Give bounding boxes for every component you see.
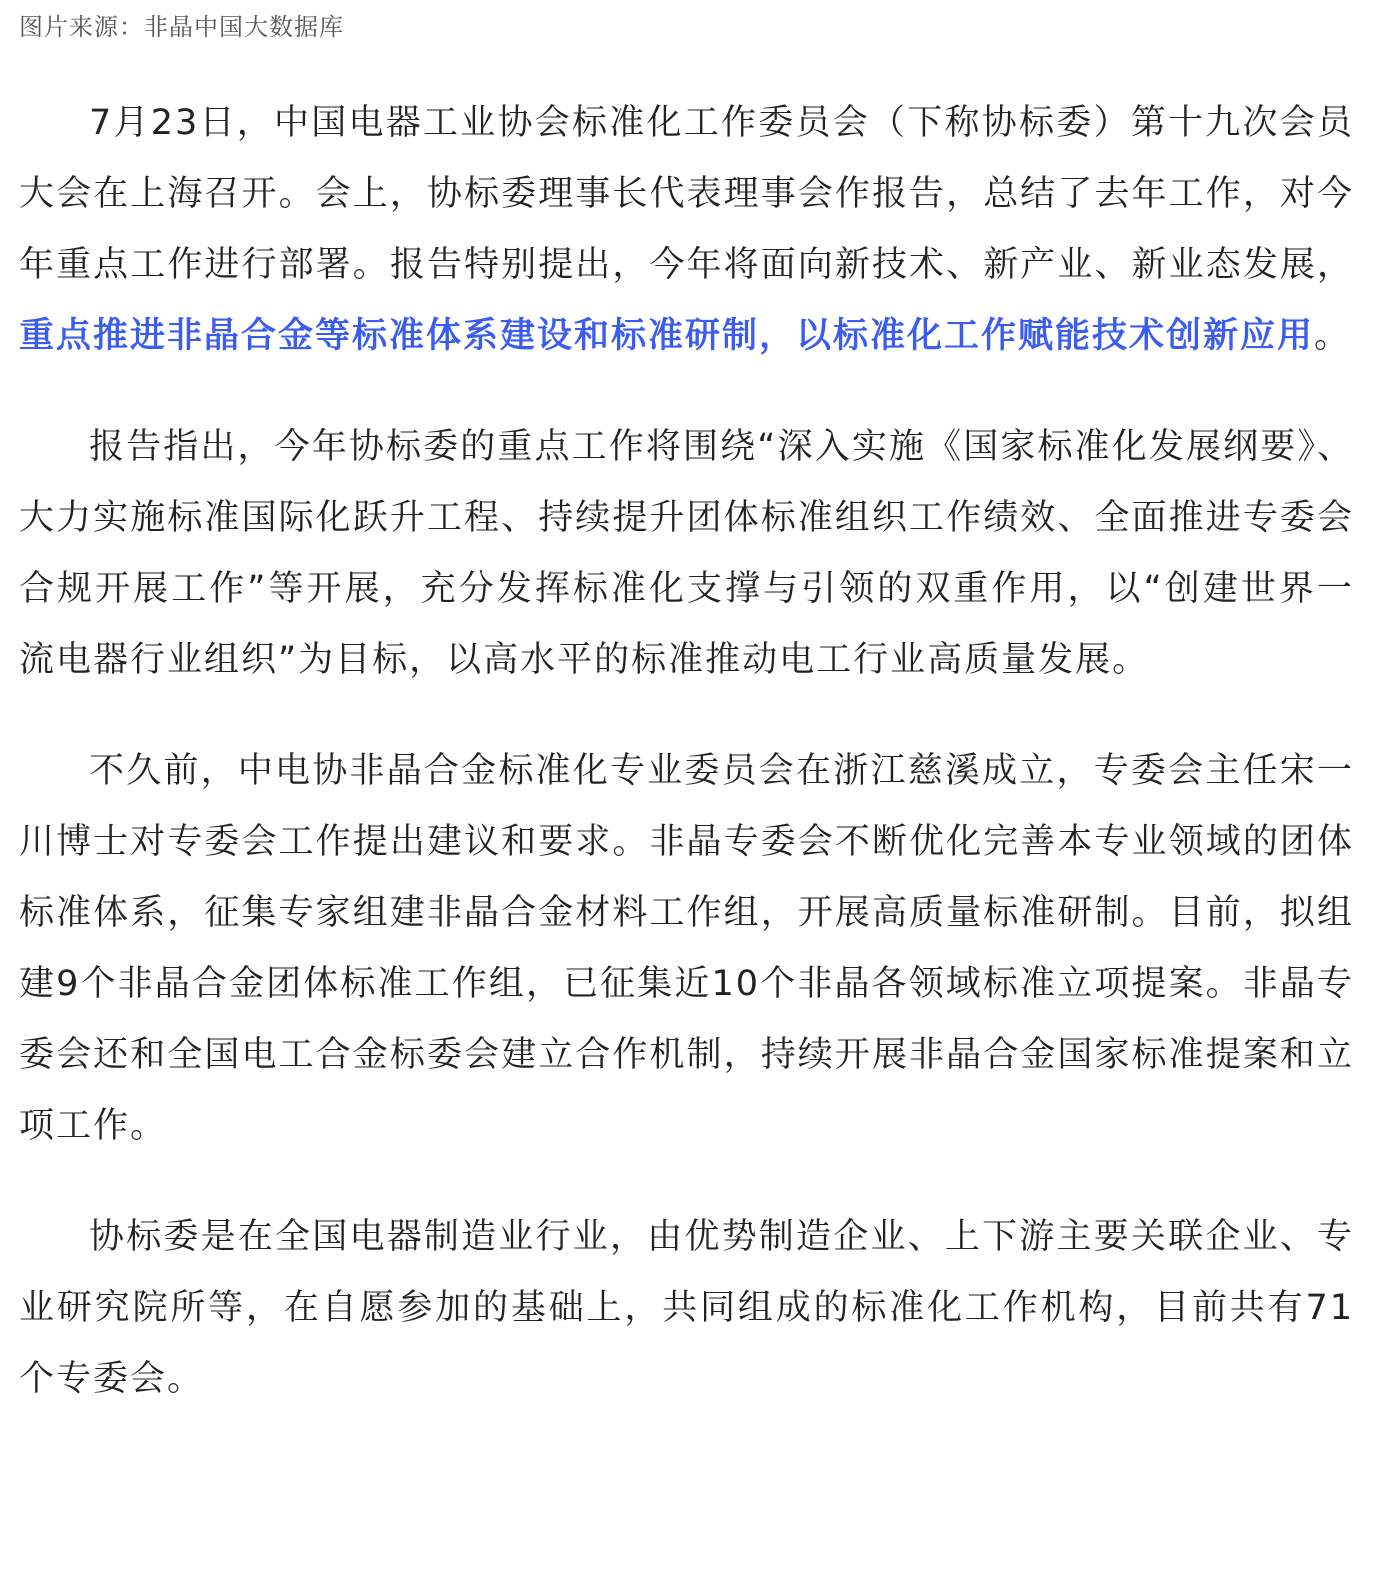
paragraph-about: 协标委是在全国电器制造业行业，由优势制造企业、上下游主要关联企业、专业研究院所等，在自愿参加的基础上，共同组成的标准化工作机构，目前共有71个专委会。 xyxy=(19,1217,1354,1399)
paragraph-meeting-text: 7月23日，中国电器工业协会标准化工作委员会（下称协标委）第十九次会员大会在上海召开。会上，协标委理事长代表理事会作报告，总结了去年工作，对今年重点工作进行部署。报告特别提出，今年将面向新技术、新产业、新业态发展， xyxy=(19,103,1354,285)
paragraph-report: 报告指出，今年协标委的重点工作将围绕“深入实施《国家标准化发展纲要》、大力实施标准国际化跃升工程、持续提升团体标准组织工作绩效、全面推进专委会合规开展工作”等开展，充分发挥标准化支撑与引领的双重作用，以“创建世界一流电器行业组织”为目标，以高水平的标准推动电工行业高质量发展。 xyxy=(19,427,1354,680)
image-source-caption: 图片来源：非晶中国大数据库 xyxy=(19,13,344,41)
paragraph-committee: 不久前，中电协非晶合金标准化专业委员会在浙江慈溪成立，专委会主任宋一川博士对专委会工作提出建议和要求。非晶专委会不断优化完善本专业领域的团体标准体系，征集专家组建非晶合金材料工作组，开展高质量标准研制。目前，拟组建9个非晶合金团体标准工作组，已征集近10个非晶各领域标准立项提案。非晶专委会还和全国电工合金标委会建立合作机制，持续开展非晶合金国家标准提案和立项工作。 xyxy=(19,751,1354,1146)
paragraph-meeting-end: 。 xyxy=(1314,316,1352,356)
paragraph-meeting xyxy=(19,88,1354,372)
highlighted-key-point: 重点推进非晶合金等标准体系建设和标准研制，以标准化工作赋能技术创新应用 xyxy=(19,316,1315,356)
